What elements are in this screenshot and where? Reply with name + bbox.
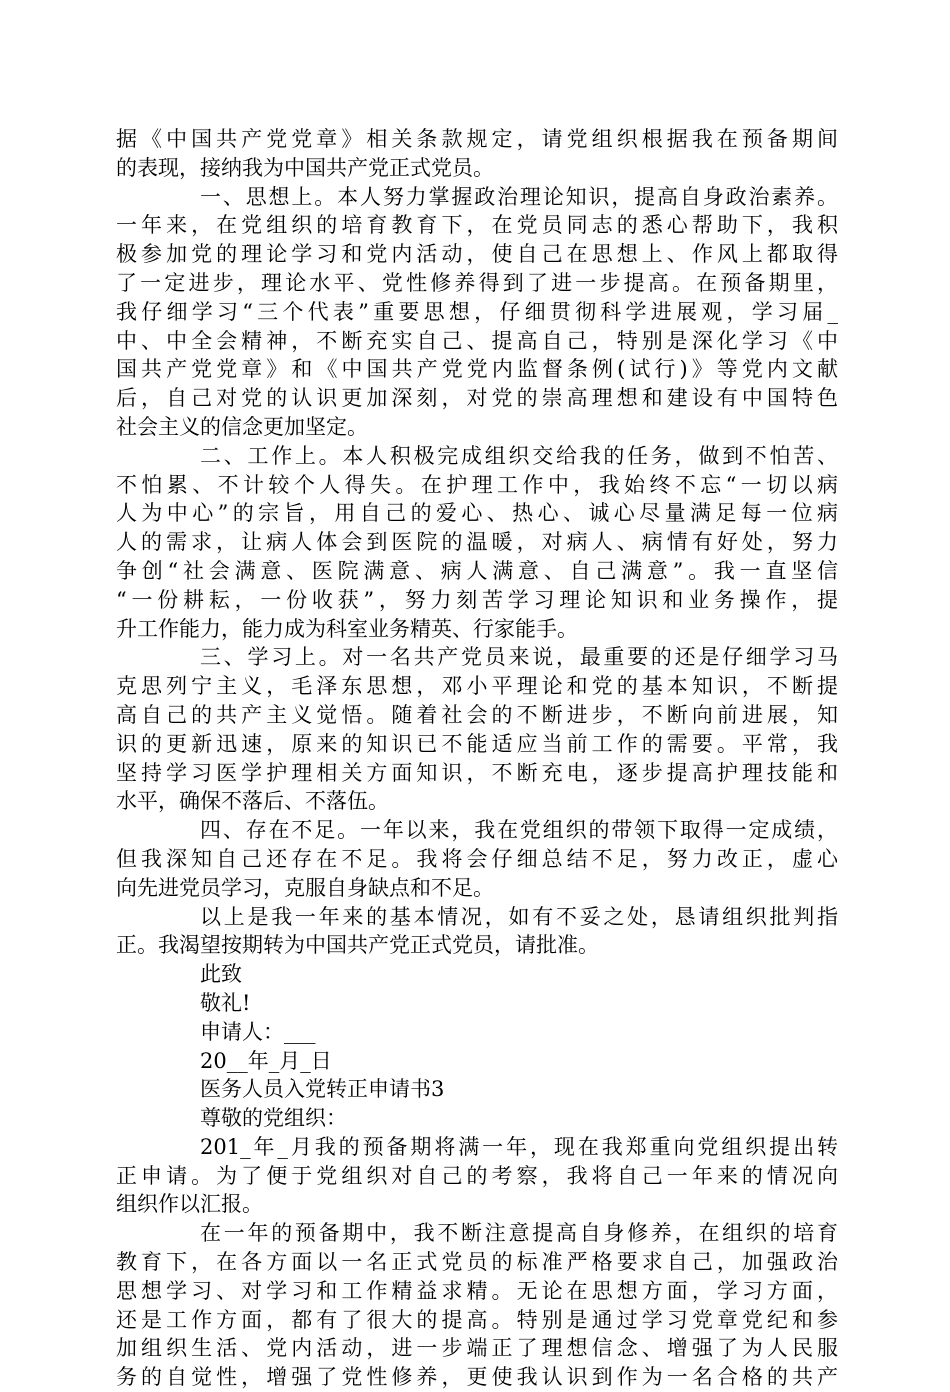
text-line: 升工作能力，能力成为科室业务精英、行家能手。 <box>116 616 578 641</box>
text-line: 一年来，在党组织的培育教育下，在党员同志的悉心帮助下，我积 <box>116 213 838 238</box>
text-line: 人为中心”的宗旨，用自己的爱心、热心、诚心尽量满足每一位病 <box>116 501 838 526</box>
text-line: 201_年_月我的预备期将满一年，现在我郑重向党组织提出转 <box>200 1134 838 1159</box>
text-line: 了一定进步，理论水平、党性修养得到了进一步提高。在预备期里， <box>116 270 838 295</box>
text-line: 二、工作上。本人积极完成组织交给我的任务，做到不怕苦、 <box>200 443 838 468</box>
text-line: 以上是我一年来的基本情况，如有不妥之处，恳请组织批判指 <box>200 904 838 929</box>
text-line: 高自己的共产主义觉悟。随着社会的不断进步，不断向前进展，知 <box>116 702 838 727</box>
text-line: 人的需求，让病人体会到医院的温暖，对病人、病情有好处，努力 <box>116 530 838 555</box>
text-line: 一、思想上。本人努力掌握政治理论知识，提高自身政治素养。 <box>200 184 838 209</box>
text-line: 三、学习上。对一名共产党员来说，最重要的还是仔细学习马 <box>200 645 838 670</box>
text-line: 申请人：___ <box>200 1019 316 1044</box>
text-line: 思想学习、对学习和工作精益求精。无论在思想方面，学习方面， <box>116 1278 838 1303</box>
text-line: 水平，确保不落后、不落伍。 <box>116 789 389 814</box>
text-line: 加组织生活、党内活动，进一步端正了理想信念、增强了为人民服 <box>116 1336 838 1361</box>
text-line: 争创“社会满意、医院满意、病人满意、自己满意”。我一直坚信 <box>116 558 838 583</box>
text-line: 识的更新迅速，原来的知识已不能适应当前工作的需要。平常，我 <box>116 731 838 756</box>
text-line: 坚持学习医学护理相关方面知识，不断充电，逐步提高护理技能和 <box>116 760 838 785</box>
text-line: 医务人员入党转正申请书3 <box>200 1077 445 1102</box>
text-line: 后，自己对党的认识更加深刻，对党的崇高理想和建设有中国特色 <box>116 386 838 411</box>
text-line: 的表现，接纳我为中国共产党正式党员。 <box>116 155 494 180</box>
text-line: 向先进党员学习，克服自身缺点和不足。 <box>116 875 494 900</box>
text-line: 在一年的预备期中，我不断注意提高自身修养，在组织的培育 <box>200 1221 838 1246</box>
text-line: 不怕累、不计较个人得失。在护理工作中，我始终不忘“一切以病 <box>116 472 838 497</box>
text-line: 还是工作方面，都有了很大的提高。特别是通过学习党章党纪和参 <box>116 1307 838 1332</box>
text-line: 极参加党的理论学习和党内活动，使自己在思想上、作风上都取得 <box>116 242 838 267</box>
text-line: 克思列宁主义，毛泽东思想，邓小平理论和党的基本知识，不断提 <box>116 674 838 699</box>
text-line: 四、存在不足。一年以来，我在党组织的带领下取得一定成绩， <box>200 818 838 843</box>
text-line: 正申请。为了便于党组织对自己的考察，我将自己一年来的情况向 <box>116 1163 838 1188</box>
text-line: 组织作以汇报。 <box>116 1192 263 1217</box>
text-line: 敬礼! <box>200 990 251 1015</box>
text-line: 尊敬的党组织： <box>200 1106 347 1131</box>
text-line: 教育下，在各方面以一名正式党员的标准严格要求自己，加强政治 <box>116 1250 838 1275</box>
text-line: 务的自觉性，增强了党性修养，更使我认识到作为一名合格的共产 <box>116 1365 838 1390</box>
text-line: 此致 <box>200 962 242 987</box>
text-line: “一份耕耘，一份收获”，努力刻苦学习理论知识和业务操作，提 <box>116 587 838 612</box>
text-line: 但我深知自己还存在不足。我将会仔细总结不足，努力改正，虚心 <box>116 846 838 871</box>
text-line: 正。我渴望按期转为中国共产党正式党员，请批准。 <box>116 933 599 958</box>
text-line: 据《中国共产党党章》相关条款规定，请党组织根据我在预备期间 <box>116 127 838 151</box>
document-body <box>116 125 838 1392</box>
text-line: 20__年_月_日 <box>200 1048 332 1073</box>
text-line: 我仔细学习“三个代表”重要思想，仔细贯彻科学进展观，学习届_ <box>116 299 838 324</box>
text-line: 中、中全会精神，不断充实自己、提高自己，特别是深化学习《中 <box>116 328 838 353</box>
text-line: 社会主义的信念更加坚定。 <box>116 414 368 439</box>
text-line: 国共产党党章》和《中国共产党党内监督条例(试行)》等党内文献 <box>116 357 838 382</box>
